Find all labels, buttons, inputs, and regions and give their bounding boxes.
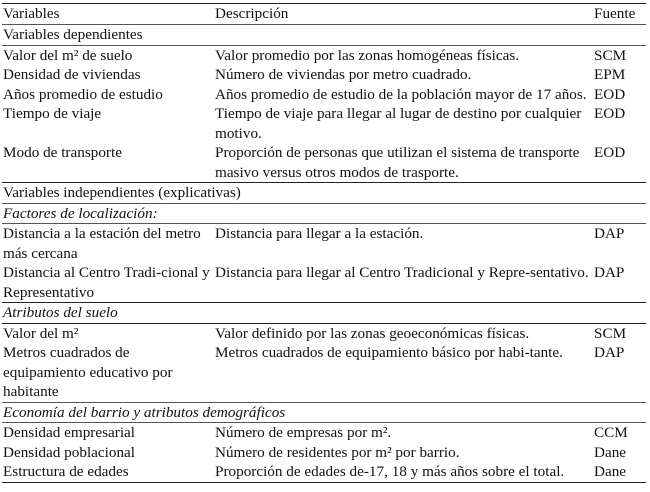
localizacion-rows xyxy=(2,223,646,302)
table-row xyxy=(2,224,646,263)
cell-variable: Distancia a la estación del metro más cercana xyxy=(3,225,201,262)
cell-variable: Densidad de viviendas xyxy=(3,66,141,83)
table-row xyxy=(2,343,646,402)
cell-variable: Tiempo de viaje xyxy=(3,105,102,122)
economia-rows xyxy=(2,422,646,483)
table-row xyxy=(2,443,646,463)
cell-descripcion: Proporción de edades de-17, 18 y más años sobre el total. xyxy=(215,463,565,480)
cell-fuente: EOD xyxy=(594,85,626,103)
cell-fuente: Dane xyxy=(594,443,627,461)
header-variables: Variables xyxy=(3,5,60,22)
cell-variable: Densidad empresarial xyxy=(3,424,135,441)
table-row xyxy=(2,324,646,344)
atributos-rows xyxy=(2,323,646,402)
cell-variable: Estructura de edades xyxy=(3,463,129,480)
table-row xyxy=(2,104,646,143)
cell-descripcion: Metros cuadrados de equipamiento básico por habi-tante. xyxy=(215,344,563,361)
cell-descripcion: Proporción de personas que utilizan el sistema de transporte masivo versus otros modos de trasporte. xyxy=(215,144,580,181)
table-header-row xyxy=(2,3,646,24)
section-independent xyxy=(2,182,646,203)
section-dependent xyxy=(2,24,646,45)
subsection-title: Atributos del suelo xyxy=(3,304,118,321)
subsection-title: Economía del barrio y atributos demográficos xyxy=(3,403,286,421)
cell-descripcion: Distancia para llegar al Centro Tradicional y Repre-sentativo. xyxy=(215,264,589,281)
cell-descripcion: Valor definido por las zonas geoeconómicas físicas. xyxy=(215,324,530,342)
cell-descripcion: Tiempo de viaje para llegar al lugar de destino por cualquier motivo. xyxy=(215,105,582,142)
cell-fuente: SCM xyxy=(594,46,627,64)
subsection-title: Factores de localización: xyxy=(3,204,158,222)
cell-variable: Valor del m² de suelo xyxy=(3,46,133,64)
cell-fuente: CCM xyxy=(594,424,628,441)
cell-fuente: DAP xyxy=(594,344,625,361)
cell-fuente: EPM xyxy=(594,66,626,83)
cell-variable: Densidad poblacional xyxy=(3,443,136,461)
section-title: Variables independientes (explicativas) xyxy=(3,184,241,201)
cell-descripcion: Años promedio de estudio de la población mayor de 17 años. xyxy=(215,85,587,103)
table-row xyxy=(2,263,646,302)
cell-fuente: EOD xyxy=(594,144,626,161)
cell-variable: Valor del m² xyxy=(3,324,79,342)
cell-variable: Distancia al Centro Tradi-cional y Representativo xyxy=(3,264,210,301)
cell-descripcion: Número de viviendas por metro cuadrado. xyxy=(215,66,472,83)
subsection-economia xyxy=(2,402,646,423)
dependent-rows xyxy=(2,45,646,183)
subsection-localizacion xyxy=(2,203,646,224)
cell-descripcion: Valor promedio por las zonas homogéneas físicas. xyxy=(215,46,520,64)
table-row xyxy=(2,65,646,85)
cell-descripcion: Distancia para llegar a la estación. xyxy=(215,225,424,242)
header-descripcion: Descripción xyxy=(215,5,289,22)
cell-descripcion: Número de empresas por m². xyxy=(215,424,392,441)
cell-variable: Años promedio de estudio xyxy=(3,85,163,103)
cell-fuente: DAP xyxy=(594,264,625,281)
cell-fuente: EOD xyxy=(594,105,626,122)
cell-variable: Metros cuadrados de equipamiento educativo por habitante xyxy=(3,344,173,400)
table-row xyxy=(2,423,646,443)
table-row xyxy=(2,143,646,182)
table-row xyxy=(2,46,646,66)
subsection-atributos-suelo xyxy=(2,302,646,323)
cell-fuente: SCM xyxy=(594,324,627,342)
cell-fuente: DAP xyxy=(594,225,625,242)
table-row xyxy=(2,462,646,482)
table-row xyxy=(2,85,646,105)
section-title: Variables dependientes xyxy=(3,26,143,43)
cell-fuente: Dane xyxy=(594,463,627,480)
variables-table xyxy=(2,3,646,483)
header-fuente: Fuente xyxy=(594,5,636,22)
cell-variable: Modo de transporte xyxy=(3,144,122,161)
cell-descripcion: Número de residentes por m² por barrio. xyxy=(215,443,460,461)
